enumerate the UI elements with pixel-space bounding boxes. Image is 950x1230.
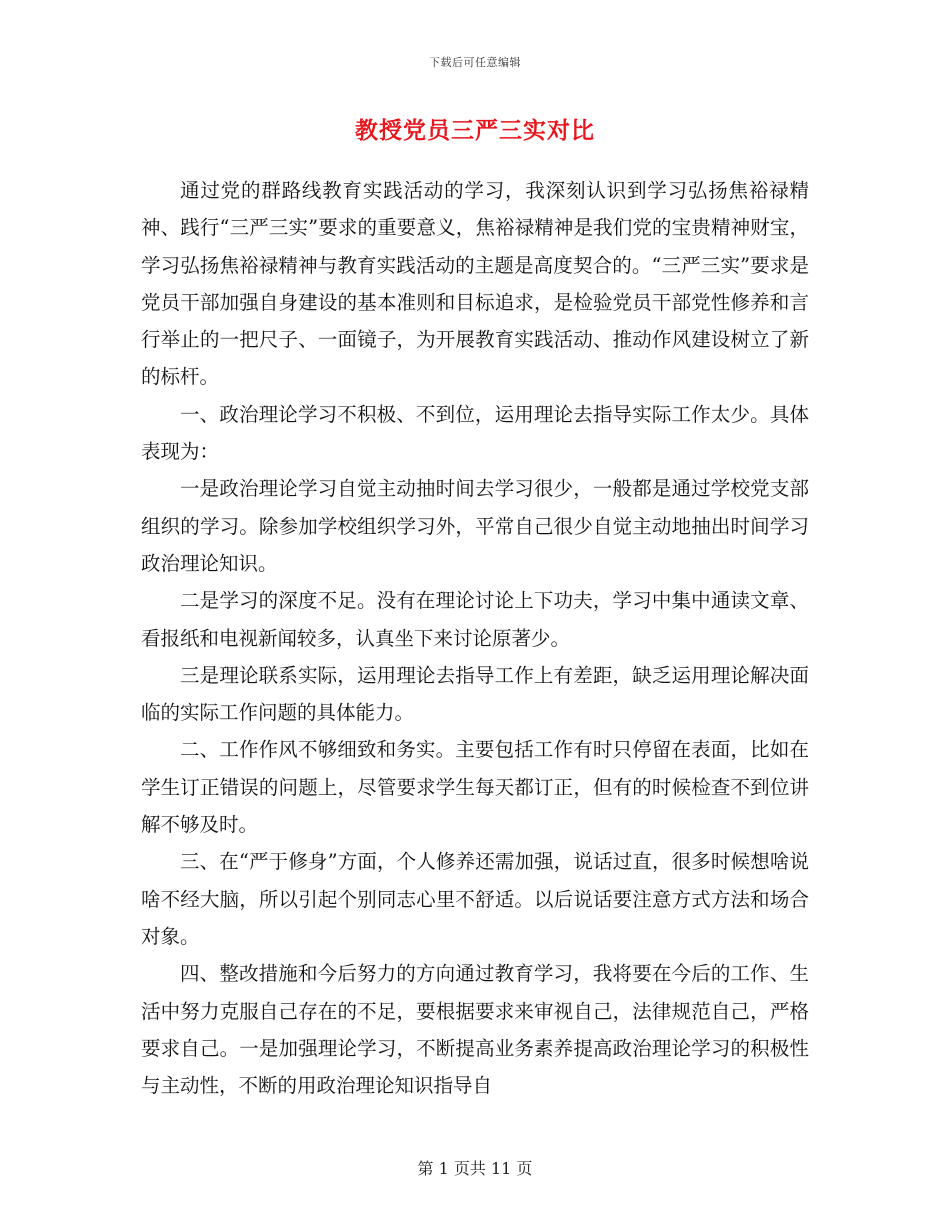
paragraph-point-1: 一是政治理论学习自觉主动抽时间去学习很少，一般都是通过学校党支部组织的学习。除参加学校组织学习外，平常自己很少自觉主动地抽出时间学习政治理论知识。 <box>141 477 809 575</box>
paragraph-intro: 通过党的群路线教育实践活动的学习，我深刻认识到学习弘扬焦裕禄精神、践行“三严三实”要求的重要意义，焦裕禄精神是我们党的宝贵精神财宝，学习弘扬焦裕禄精神与教育实践活动的主题是高度契合的。“三严三实”要求是党员干部加强自身建设的基本准则和目标追求，是检验党员干部党性修养和言行举止的一把尺子、一面镜子，为开展教育实践活动、推动作风建设树立了新的标杆。 <box>141 179 809 389</box>
paragraph-point-3: 三是理论联系实际，运用理论去指导工作上有差距，缺乏运用理论解决面临的实际工作问题的具体能力。 <box>141 663 809 725</box>
paragraph-point-2: 二是学习的深度不足。没有在理论讨论上下功夫，学习中集中通读文章、看报纸和电视新闻较多，认真坐下来讨论原著少。 <box>141 589 809 650</box>
page-number-footer: 第 1 页共 11 页 <box>417 1159 533 1178</box>
paragraph-section-2: 二、工作作风不够细致和务实。主要包括工作有时只停留在表面，比如在学生订正错误的问题上，尽管要求学生每天都订正，但有的时候检查不到位讲解不够及时。 <box>141 738 809 837</box>
header-note: 下载后可任意编辑 <box>429 56 521 69</box>
paragraph-section-4: 四、整改措施和今后努力的方向通过教育学习，我将要在今后的工作、生活中努力克服自己存在的不足，要根据要求来审视自己，法律规范自己，严格要求自己。一是加强理论学习，不断提高业务素养提高政治理论学习的积极性与主动性，不断的用政治理论知识指导自 <box>141 962 809 1098</box>
document-title: 教授党员三严三实对比 <box>355 117 595 144</box>
paragraph-section-1: 一、政治理论学习不积极、不到位，运用理论去指导实际工作太少。具体表现为： <box>141 402 809 464</box>
document-body <box>141 172 809 1104</box>
paragraph-section-3: 三、在“严于修身”方面，个人修养还需加强，说话过直，很多时候想啥说啥不经大脑，所以引起个别同志心里不舒适。以后说话要注意方式方法和场合对象。 <box>141 850 809 948</box>
